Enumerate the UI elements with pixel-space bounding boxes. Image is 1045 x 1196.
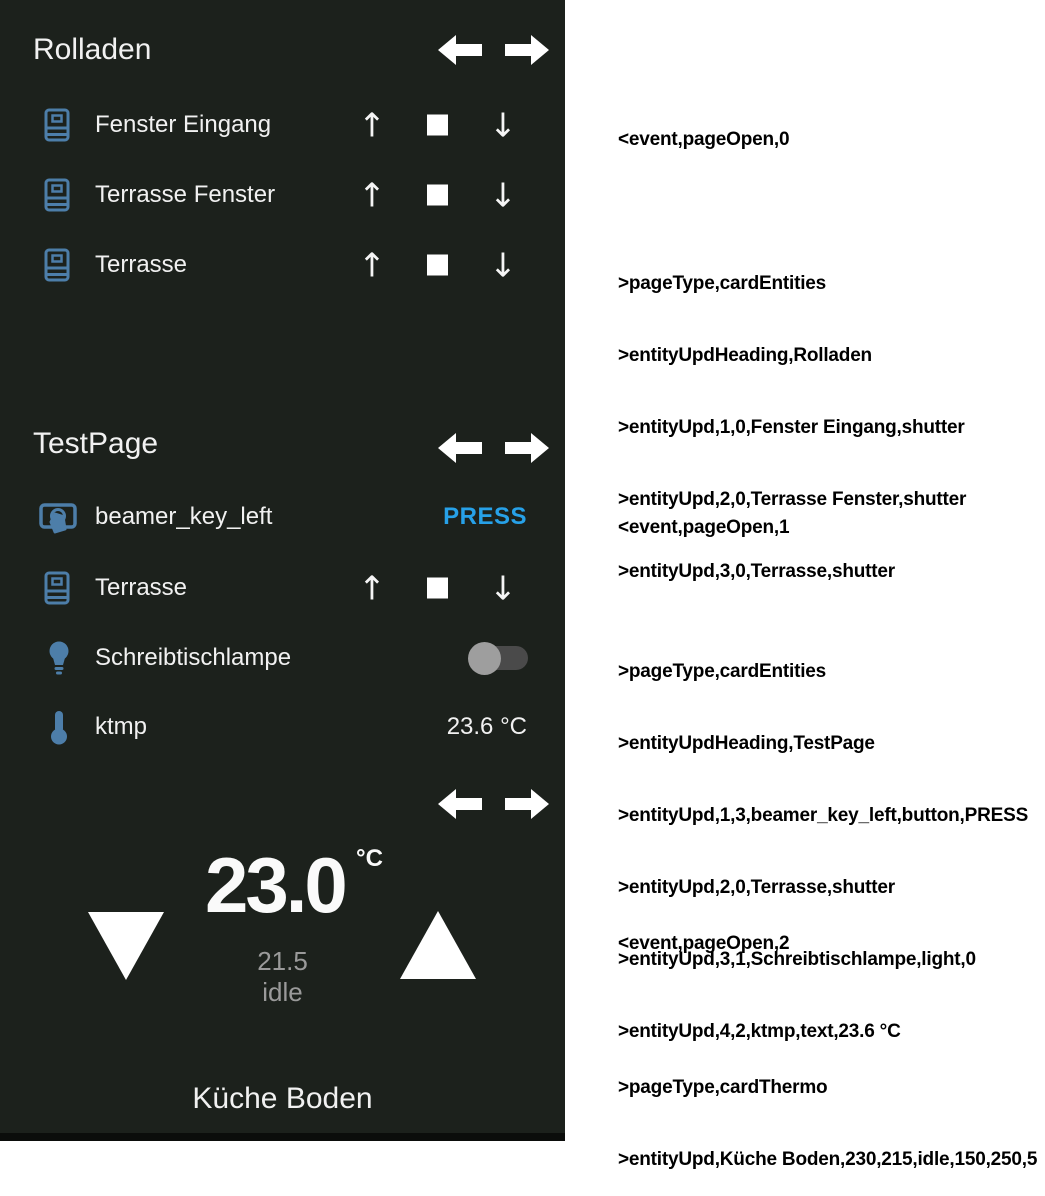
log-line: >pageType,cardEntities	[618, 273, 827, 294]
log-line: <event,pageOpen,2	[618, 933, 790, 954]
card-rolladen-title: Rolladen	[33, 33, 152, 66]
window-shutter-icon	[44, 571, 70, 605]
nav-prev-icon[interactable]	[435, 784, 485, 824]
log-line	[618, 1004, 1037, 1028]
log-line: >entityUpd,3,0,Terrasse,shutter	[618, 561, 895, 582]
log-line: <event,pageOpen,0	[618, 129, 790, 150]
log-line: >entityUpd,1,3,beamer_key_left,button,PRESS	[618, 805, 1029, 826]
log-line: >entityUpd,Küche Boden,230,215,idle,150,250,5	[618, 1149, 1038, 1170]
shutter-stop-icon[interactable]	[427, 578, 448, 599]
lightbulb-icon	[46, 640, 72, 676]
thermostat-name: Küche Boden	[192, 1082, 373, 1115]
nav-next-icon[interactable]	[502, 30, 552, 70]
panel-bottom-edge	[0, 1133, 565, 1141]
entity-label: Terrasse Fenster	[95, 181, 276, 208]
gesture-tap-button-icon	[38, 498, 78, 536]
window-shutter-icon	[44, 178, 70, 212]
nav-next-icon[interactable]	[502, 428, 552, 468]
window-shutter-icon	[44, 248, 70, 282]
log-line	[618, 588, 1028, 612]
log-line: >entityUpd,2,0,Terrasse,shutter	[618, 877, 895, 898]
log-line: >entityUpd,4,2,ktmp,text,23.6 °C	[618, 1021, 901, 1042]
nav-prev-icon[interactable]	[435, 428, 485, 468]
entity-label: ktmp	[95, 713, 148, 740]
log-line: <event,pageOpen,1	[618, 517, 790, 538]
window-shutter-icon	[44, 108, 70, 142]
shutter-down-icon[interactable]: ↓	[489, 245, 517, 285]
entity-row-shutter	[0, 553, 565, 623]
hvac-status: idle	[262, 977, 303, 1007]
shutter-stop-icon[interactable]	[427, 255, 448, 276]
log-block-page2	[618, 884, 1037, 1196]
press-button[interactable]: PRESS	[443, 503, 527, 530]
entity-value: 23.6 °C	[446, 713, 527, 740]
log-line: >entityUpd,2,0,Terrasse Fenster,shutter	[618, 489, 967, 510]
card-testpage-title: TestPage	[33, 427, 159, 460]
log-line: >entityUpd,1,0,Fenster Eingang,shutter	[618, 417, 965, 438]
shutter-down-icon[interactable]: ↓	[489, 105, 517, 145]
shutter-up-icon[interactable]: ↑	[358, 105, 386, 145]
shutter-down-icon[interactable]: ↓	[489, 568, 517, 608]
shutter-up-icon[interactable]: ↑	[358, 175, 386, 215]
log-line: >entityUpd,3,1,Schreibtischlampe,light,0	[618, 949, 976, 970]
toggle-knob[interactable]	[468, 642, 501, 675]
entity-row-shutter	[0, 230, 565, 300]
target-temperature: 21.5	[257, 946, 308, 976]
entity-row-shutter	[0, 160, 565, 230]
log-line: >pageType,cardThermo	[618, 1077, 828, 1098]
shutter-up-icon[interactable]: ↑	[358, 568, 386, 608]
entity-label: Terrasse	[95, 251, 188, 278]
log-line: >entityUpdHeading,Rolladen	[618, 345, 872, 366]
shutter-stop-icon[interactable]	[427, 115, 448, 136]
entity-row-shutter	[0, 90, 565, 160]
log-line	[618, 200, 966, 224]
shutter-up-icon[interactable]: ↑	[358, 245, 386, 285]
log-line: >entityUpdHeading,TestPage	[618, 733, 875, 754]
nav-prev-icon[interactable]	[435, 30, 485, 70]
shutter-stop-icon[interactable]	[427, 185, 448, 206]
current-temperature: 23.0	[205, 841, 345, 929]
entity-label: beamer_key_left	[95, 503, 273, 530]
nav-next-icon[interactable]	[502, 784, 552, 824]
entity-row-button	[0, 482, 565, 552]
temperature-unit: °C	[356, 845, 383, 872]
entity-label: Fenster Eingang	[95, 111, 272, 138]
entity-label: Terrasse	[95, 574, 188, 601]
entity-row-light	[0, 623, 565, 693]
thermometer-icon	[50, 709, 68, 745]
shutter-down-icon[interactable]: ↓	[489, 175, 517, 215]
log-line: >pageType,cardEntities	[618, 661, 827, 682]
entity-label: Schreibtischlampe	[95, 644, 292, 671]
entity-row-text	[0, 692, 565, 762]
light-toggle[interactable]	[470, 646, 528, 670]
